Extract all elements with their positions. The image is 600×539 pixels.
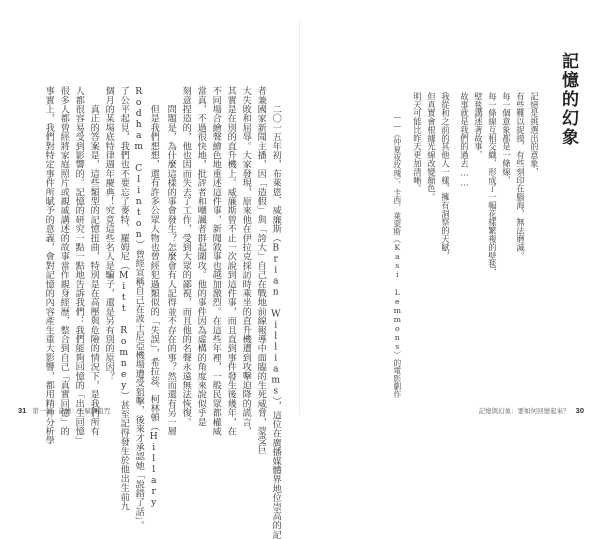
body-column: 刻意捏造的，他也因而失去了工作，受到大眾的鄙視，而且他的名聲永遠無法恢復。 xyxy=(180,86,192,427)
left-footer xyxy=(18,406,110,415)
body-column: 二〇一五年初，布萊恩．威廉斯（Brian Williams），這位在廣播媒體界地位崇高的記 xyxy=(270,86,282,539)
page-gutter xyxy=(299,20,300,415)
body-column: 了公平起見，我們也不要忘了麥特．羅姆尼（Mitt Romney）甚至記得發生於他出生前九 xyxy=(118,86,130,511)
body-column: 大失敗和屈辱。大家發現，原來他在伊拉克採訪時乘坐的直升機遭到攻擊迫降的謊言， xyxy=(240,86,252,436)
body-column: 者兼國家新聞主播，因「造假」與「誇大」自己在戰地前線報導中面臨的生死威脅，蒙受巨 xyxy=(255,86,267,454)
epigraph-line: 記憶是挑選出的意象， xyxy=(529,92,540,176)
body-column: 事實上，我們對特定事件所賦予的意義，會對記憶的內容產生重大影響，都用精神分析學 xyxy=(43,86,55,445)
body-column: 不同場合繪聲繪色地重述這件事，新聞敘事也越加激烈。在這些年裡，一般民眾都權威 xyxy=(210,86,222,436)
body-column: 但是我們想想，還有許多公眾人物也曾經犯過類似的「失誤」，希拉蕊．柯林頓（Hillary xyxy=(148,86,160,508)
body-column: 當真，不過很快地，批評者和嘲諷者群起圍攻。他的事件因為虛構的角度來說似乎是 xyxy=(195,86,207,427)
epigraph-line: 有些難以捉摸，有些刻印在腦海，無法磨滅。 xyxy=(515,92,526,260)
epigraph-citation: ——《仲夏夜玫瑰》，卡西．萊蒙斯（Kasi Lemmons）的電影劇作 xyxy=(392,112,402,398)
epigraph-line: 但真實會根據光線改變顏色。 xyxy=(426,92,437,202)
epigraph-line: 每一條線互相交織，形成了一幅花樣繁複的壁毯， xyxy=(487,92,498,277)
body-column: 很多人都曾經將家庭照片或親戚講述的故事當作親身經歷，整合到自己「真實回憶」的 xyxy=(58,86,70,436)
epigraph-line: 故事就是我們的過去…… xyxy=(459,92,470,188)
body-column: 人都很容易受到影響的。記憶的研究一點一點地告訴我們：我們能夠回憶的「出生回憶」 xyxy=(73,86,85,445)
running-head: 第一章 記憶：天賦與詛咒 xyxy=(32,408,111,415)
body-column: 真正的答案是，這些類型的記憶扭曲，特別是在高壓與危險的情況下，是我們所有 xyxy=(88,86,100,436)
body-column: 個月的某場底特律週年慶典！究竟這些名人是騙子，還是另有別的原因？ xyxy=(103,86,115,381)
epigraph-line: 壁毯講述著故事， xyxy=(473,92,484,160)
body-column: 其實是在別的直升機上。威廉斯曾不止一次說到這件事，而且直到事件發生後幾年，在 xyxy=(225,86,237,436)
right-footer xyxy=(479,406,584,415)
running-head: 記憶與幻象：要如何回憶起來？ xyxy=(478,408,570,415)
body-column: 問題是，為什麼這樣的事會發生？怎麼會有人記得並不存在的事？然而還有另一層 xyxy=(165,86,177,436)
page-number: 31 xyxy=(18,406,27,415)
epigraph-line: 明天可能比昨天更加清晰。 xyxy=(412,92,423,193)
chapter-title: 記憶的幻象 xyxy=(558,52,578,147)
epigraph-line: 我從和之前的其他人一樣，擁有洞察的天賦， xyxy=(440,92,451,260)
right-page xyxy=(300,0,600,426)
body-column: Rodham Clinton）曾經宣稱自己在波士尼亞機場遭受狙擊，後來才承認她「說錯了話」。 xyxy=(133,86,145,530)
epigraph-line: 每一個意象都是一條線， xyxy=(501,92,512,185)
page-number: 30 xyxy=(575,406,584,415)
